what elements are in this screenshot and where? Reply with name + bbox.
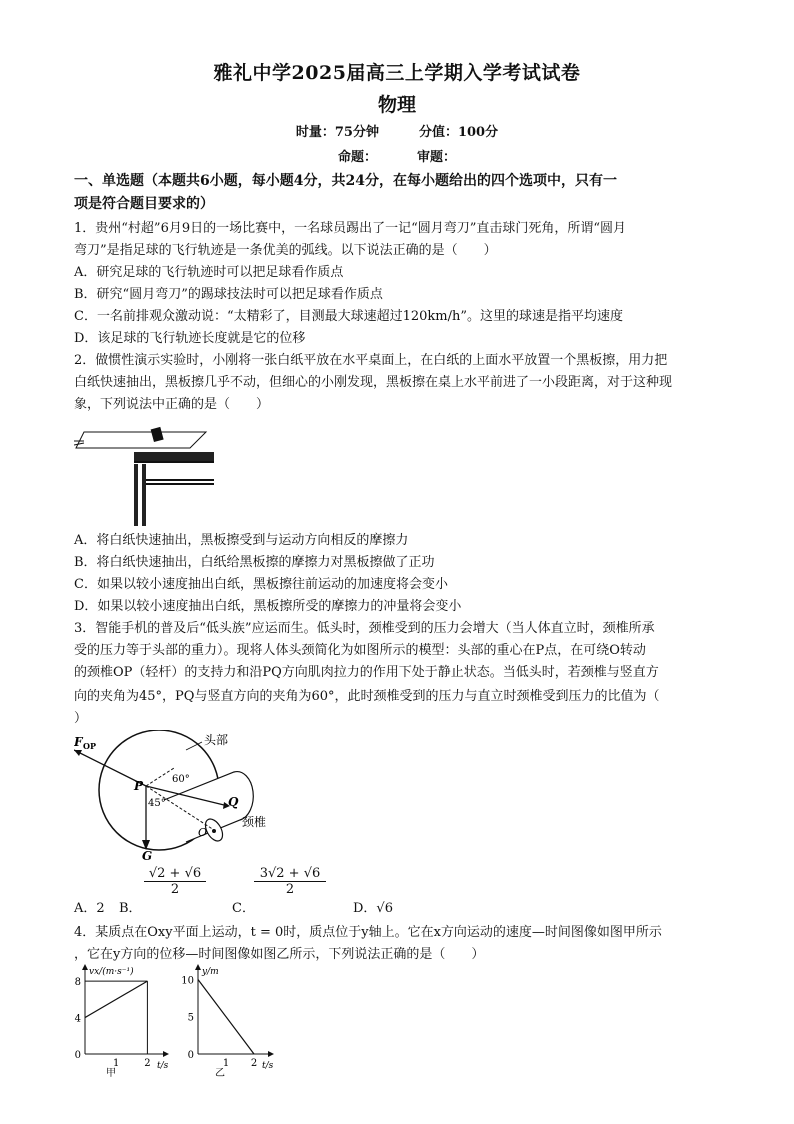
point-p-label: P — [134, 779, 144, 793]
q3-b-denominator: 2 — [170, 882, 180, 897]
fop-sub-label: OP — [83, 741, 96, 751]
vx-t-chart — [70, 962, 185, 1078]
q4-stem-cont: ，它在y方向的位移—时间图像如图乙所示，下列说法正确的是（ ） — [74, 947, 485, 962]
series-line — [198, 979, 254, 1054]
fop-label: F — [74, 735, 83, 749]
x-tick-label: 2 — [144, 1058, 151, 1069]
x-axis-arrow — [163, 1051, 169, 1057]
q1-option-c: C．一名前排观众激动说：“太精彩了，目测最大球速超过120km/h”。这里的球速是指平均速度 — [74, 309, 624, 324]
q3-option-b-fraction — [144, 866, 206, 897]
q1-stem: 1．贵州“村超”6月9日的一场比赛中，一名球员踢出了一记“圆月弯刀”直击球门死角，所谓“圆月 — [74, 221, 627, 236]
q2-stem: 2．做惯性演示实验时，小刚将一张白纸平放在水平桌面上，在白纸的上面水平放置一个黑板擦，用力把 — [74, 353, 668, 368]
q1-option-b: B．研究“圆月弯刀”的踢球技法时可以把足球看作质点 — [74, 287, 383, 302]
y-tick-label: 8 — [74, 977, 81, 989]
q3-option-a: A．2 — [74, 901, 105, 916]
x-tick-label: 2 — [250, 1058, 258, 1069]
q2-table-figure — [74, 418, 219, 530]
subject-title: 物理 — [377, 94, 416, 116]
q3-option-b: B． — [119, 901, 142, 916]
q2-stem-cont2: 象，下列说法中正确的是（ ） — [74, 397, 270, 412]
time-label: 时量：75分钟 — [295, 125, 379, 140]
point-o-label: O — [198, 826, 208, 839]
q3-stem-cont2: 的颈椎OP（轻杆）的支持力和沿PQ方向肌肉拉力的作用下处于静止状态。当低头时，若颈椎与竖直方 — [74, 665, 659, 680]
x-tick-label: 1 — [113, 1058, 120, 1069]
series-line — [85, 981, 147, 1017]
q1-stem-cont: 弯刀”是指足球的飞行轨迹是一条优美的弧线。以下说法正确的是（ ） — [74, 243, 497, 258]
exam-title: 雅礼中学2025届高三上学期入学考试试卷 — [213, 62, 581, 84]
section-heading: 一、单选题（本题共6小题，每小题4分，共24分，在每小题给出的四个选项中，只有一 — [74, 173, 617, 189]
exam-meta-authors — [0, 146, 794, 165]
y-tick-label: 0 — [187, 1050, 194, 1061]
q3-stem-cont: 受的压力等于头部的重力）。现将人体头颈简化为如图所示的模型：头部的重心在P点，在可绕O转动 — [74, 643, 646, 658]
y-axis-label: vx/(m·s⁻¹) — [89, 967, 134, 977]
y-axis-arrow — [195, 964, 201, 970]
q2-option-a: A．将白纸快速抽出，黑板擦受到与运动方向相反的摩擦力 — [74, 533, 409, 548]
angle-60-label: 60° — [172, 774, 190, 785]
setter-label: 命题： — [337, 150, 377, 165]
x-axis-arrow — [268, 1051, 274, 1057]
q1-option-a: A．研究足球的飞行轨迹时可以把足球看作质点 — [74, 265, 344, 280]
q1-option-d: D．该足球的飞行轨迹长度就是它的位移 — [74, 331, 306, 346]
q3-option-c-fraction — [254, 866, 326, 897]
x-tick-label: 1 — [222, 1058, 230, 1069]
q2-option-d: D．如果以较小速度抽出白纸，黑板擦所受的摩擦力的冲量将会变小 — [74, 599, 462, 614]
neck-label: 颈椎 — [242, 815, 267, 829]
chart-caption: 甲 — [106, 1068, 116, 1078]
score-label: 分值：100分 — [418, 125, 499, 140]
q3-stem-cont4: ） — [74, 711, 88, 726]
y-tick-label: 4 — [74, 1013, 81, 1025]
y-t-chart — [180, 962, 290, 1078]
section-heading-cont: 项是符合题目要求的） — [74, 196, 214, 212]
chart-caption: 乙 — [215, 1068, 225, 1078]
x-axis-label: t/s — [262, 1061, 274, 1071]
q3-head-neck-figure — [74, 730, 274, 860]
exam-meta-time-score — [0, 121, 794, 140]
q2-stem-cont: 白纸快速抽出，黑板擦几乎不动，但细心的小刚发现，黑板擦在桌上水平前进了一小段距离，对于这种现 — [74, 375, 673, 390]
gravity-g-label: G — [142, 849, 153, 860]
q3-stem: 3．智能手机的普及后“低头族”应运而生。低头时，颈椎受到的压力会增大（当人体直立时，颈椎所承 — [74, 621, 655, 636]
q2-option-b: B．将白纸快速抽出，白纸给黑板擦的摩擦力对黑板擦做了正功 — [74, 555, 435, 570]
angle-45-label: 45° — [148, 798, 166, 809]
y-tick-label: 10 — [181, 975, 194, 987]
q3-option-c: C． — [232, 901, 255, 916]
q2-option-c: C．如果以较小速度抽出白纸，黑板擦往前运动的加速度将会变小 — [74, 577, 448, 592]
q3-c-denominator: 2 — [285, 882, 295, 897]
q3-option-d: D．√6 — [353, 901, 393, 916]
y-axis-arrow — [82, 964, 88, 970]
point-q-label: Q — [228, 795, 239, 809]
y-tick-label: 5 — [187, 1012, 194, 1024]
q4-stem: 4．某质点在Oxy平面上运动，t = 0时，质点位于y轴上。它在x方向运动的速度—时间图像如图甲所示 — [74, 925, 662, 940]
q3-c-numerator: 3√2 + √6 — [254, 866, 326, 882]
y-tick-label: 0 — [74, 1050, 81, 1061]
y-axis-label: y/m — [202, 967, 219, 977]
q3-stem-cont3: 向的夹角为45°，PQ与竖直方向的夹角为60°，此时颈椎受到的压力与直立时颈椎受到压力的比值为（ — [74, 689, 660, 704]
q3-b-numerator: √2 + √6 — [144, 866, 206, 882]
x-axis-label: t/s — [157, 1061, 169, 1071]
reviewer-label: 审题： — [417, 150, 457, 165]
head-label: 头部 — [204, 733, 229, 747]
